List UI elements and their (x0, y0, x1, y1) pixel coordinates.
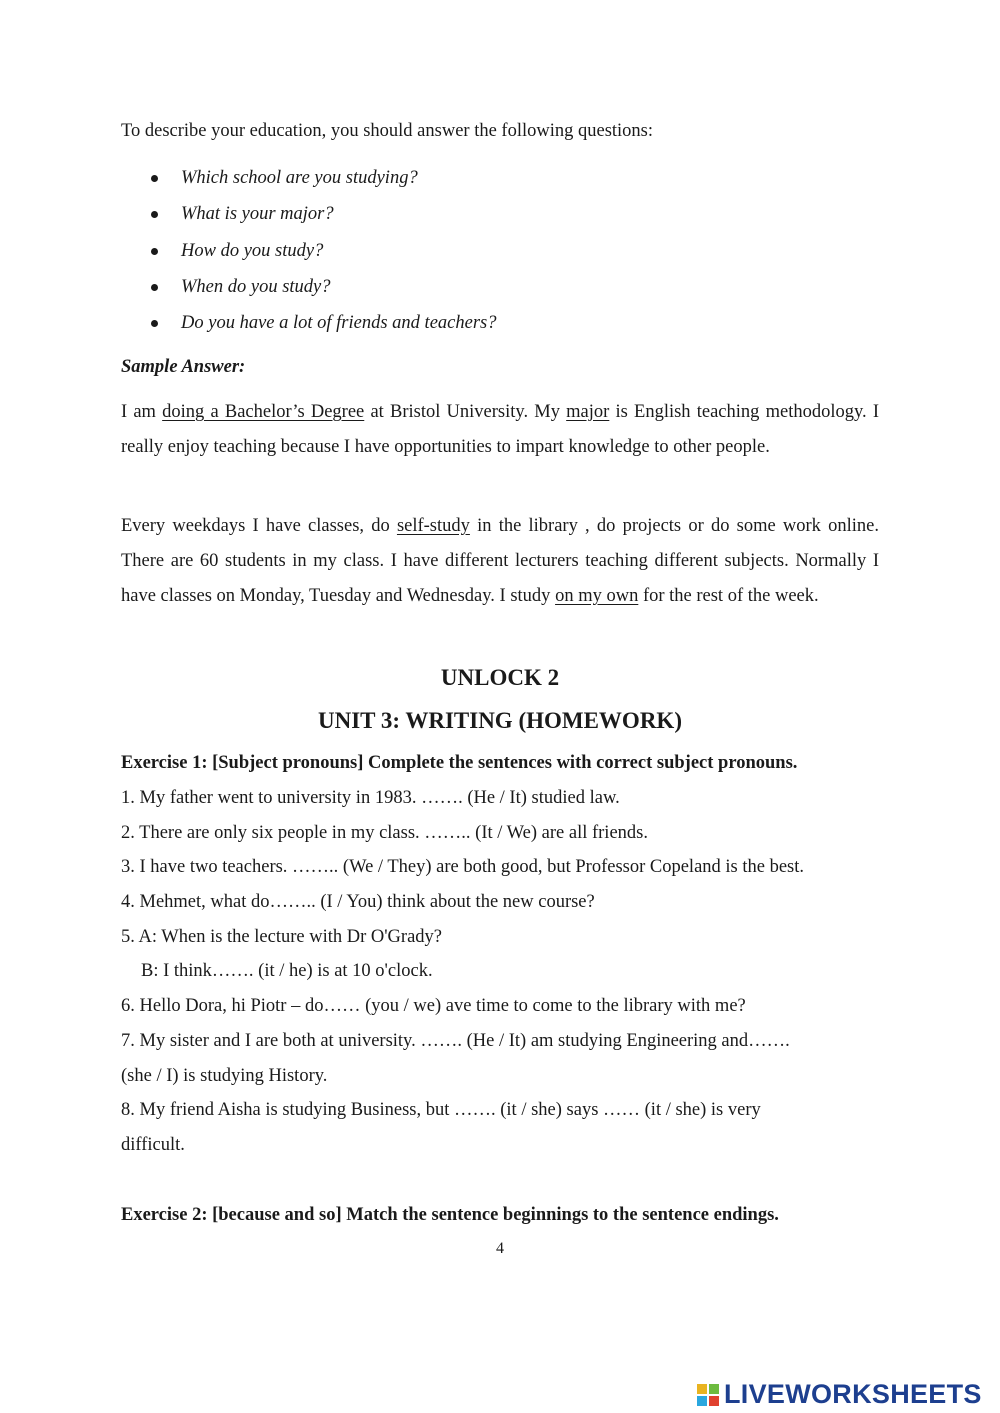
page-number: 4 (496, 1240, 504, 1257)
unit-heading: UNIT 3: WRITING (HOMEWORK) (318, 708, 682, 733)
bullet-icon (151, 175, 158, 182)
exercise-line: 5. A: When is the lecture with Dr O'Grady? (121, 927, 443, 947)
exercise-line: 3. I have two teachers. …….. (We / They) are both good, but Professor Copeland is the best. (121, 857, 805, 877)
exercise-2-title: Exercise 2: [because and so] Match the sentence beginnings to the sentence endings. (121, 1205, 779, 1225)
logo-icon (697, 1381, 721, 1407)
exercise-line: difficult. (121, 1135, 185, 1155)
underlined-phrase: on my own (555, 586, 639, 606)
liveworksheets-logo[interactable] (697, 1377, 982, 1411)
list-item: What is your major? (121, 196, 496, 232)
section-heading: UNLOCK 2 (440, 665, 560, 690)
exercise-line: 4. Mehmet, what do…….. (I / You) think about the new course? (121, 892, 595, 912)
bullet-icon (151, 284, 158, 291)
exercise-line: 8. My friend Aisha is studying Business, but ……. (it / she) says …… (it / she) is very (121, 1100, 761, 1120)
exercise-line: B: I think……. (it / he) is at 10 o'clock. (141, 961, 433, 981)
exercise-line: 7. My sister and I are both at university. ……. (He / It) am studying Engineering and……. (121, 1031, 790, 1051)
intro-text: To describe your education, you should answer the following questions: (121, 121, 654, 141)
question-list (121, 160, 496, 341)
underlined-phrase: self-study (396, 516, 470, 536)
sample-answer-label: Sample Answer: (121, 357, 246, 377)
bullet-icon (151, 248, 158, 255)
underlined-phrase: major (566, 402, 610, 422)
exercise-line: (she / I) is studying History. (121, 1066, 328, 1086)
list-item: When do you study? (121, 269, 496, 305)
exercise-line: 1. My father went to university in 1983. ……. (He / It) studied law. (121, 788, 620, 808)
sample-paragraph-2: Every weekdays I have classes, do self-study in the library , do projects or do some work online. There are 60 students in my class. I have different lecturers teaching different subjects. Normally I have classes on Monday, Tuesday and Wednesday. I study on my own for the rest of the week. (121, 516, 879, 606)
list-item: How do you study? (121, 233, 496, 269)
brand-name: LIVEWORKSHEETS (724, 1378, 982, 1409)
bullet-icon (151, 320, 158, 327)
exercise-line: 6. Hello Dora, hi Piotr – do…… (you / we) ave time to come to the library with me? (121, 996, 746, 1016)
list-item: Do you have a lot of friends and teachers? (121, 305, 496, 341)
list-item: Which school are you studying? (121, 160, 496, 196)
exercise-line: 2. There are only six people in my class. …….. (It / We) are all friends. (121, 823, 648, 843)
sample-paragraph-1: I am doing a Bachelor’s Degree at Bristol University. My major is English teaching methodology. I really enjoy teaching because I have opportunities to impart knowledge to other people. (121, 402, 879, 457)
bullet-icon (151, 211, 158, 218)
exercise-1-title: Exercise 1: [Subject pronouns] Complete the sentences with correct subject pronouns. (121, 753, 798, 773)
underlined-phrase: doing a Bachelor’s Degree (162, 402, 365, 422)
